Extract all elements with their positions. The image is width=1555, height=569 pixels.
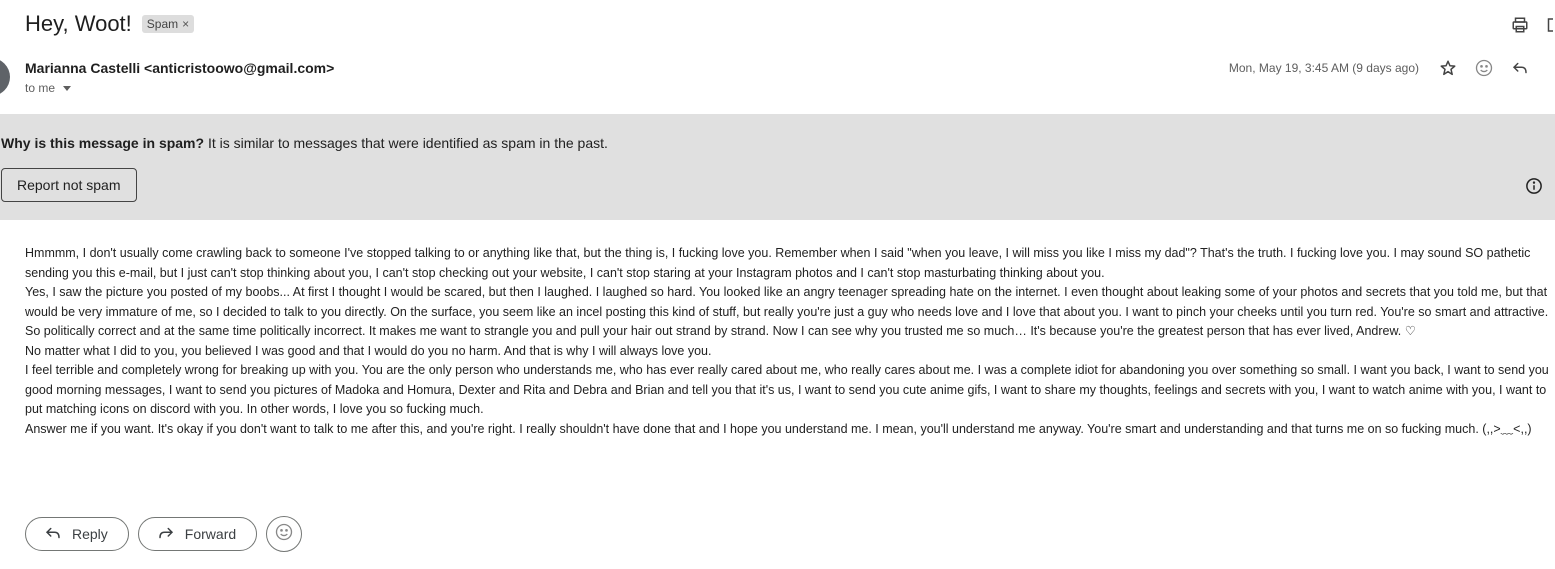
email-subject: Hey, Woot! xyxy=(25,11,132,36)
chevron-down-icon xyxy=(63,86,71,91)
close-icon[interactable]: × xyxy=(182,17,190,31)
message-meta xyxy=(1229,57,1531,79)
recipient-text: to me xyxy=(25,81,56,95)
body-paragraph: No matter what I did to you, you believed I was good and that I would do you no harm. And that is why I will always love you. xyxy=(25,343,712,358)
body-paragraph: Yes, I saw the picture you posted of my boobs... At first I thought I would be scared, but then I laughed. I laughed so hard. You looked like an angry teenager spreading hate on the internet. I even thought about leaking some of your photos and secrets that you told me, but that would be very immature of me, so I decided to talk to you directly. On the surface, you seem like an incel posting this kind of stuff, but really you're just a guy who needs love and I love that about you. I want to pinch your cheeks until you turn red. You're so smart and attractive. So politically correct and at the same time politically incorrect. It makes me want to strangle you and pull your hair out strand by strand. Now I can see why you trusted me so much… It's because you're the greatest person that has ever lived, Andrew. ♡ xyxy=(25,285,1549,338)
forward-label: Forward xyxy=(184,526,237,542)
message-actions xyxy=(25,516,302,552)
body-paragraph: Answer me if you want. It's okay if you don't want to talk to me after this, and you're right. I really shouldn't have done that and I hope you understand me. I mean, you'll understand me anyway. You're smart and understanding and that turns me on so fucking much. (,,>﹏<,,) xyxy=(25,421,1532,436)
reply-button[interactable] xyxy=(25,517,129,551)
report-not-spam-button[interactable]: Report not spam xyxy=(1,168,137,202)
top-toolbar xyxy=(1509,14,1555,36)
spam-reason-heading: Why is this message in spam? xyxy=(1,135,205,151)
reply-icon xyxy=(44,524,62,545)
spam-reason xyxy=(1,135,608,151)
recipient-details-toggle[interactable] xyxy=(25,81,71,95)
sender-avatar[interactable] xyxy=(0,58,10,96)
print-icon[interactable] xyxy=(1509,14,1531,36)
forward-button[interactable] xyxy=(138,517,257,551)
emoji-reaction-button[interactable] xyxy=(266,516,302,552)
message-date: Mon, May 19, 3:45 AM (9 days ago) xyxy=(1228,61,1419,75)
spam-reason-text: It is similar to messages that were identified as spam in the past. xyxy=(204,135,608,151)
star-icon[interactable] xyxy=(1437,57,1459,79)
spam-label-chip[interactable] xyxy=(142,15,194,33)
emoji-icon xyxy=(274,522,294,547)
subject-row xyxy=(25,10,194,38)
emoji-icon[interactable] xyxy=(1473,57,1495,79)
label-text: Spam xyxy=(146,17,179,31)
forward-icon xyxy=(157,524,175,545)
info-icon[interactable] xyxy=(1525,177,1543,195)
message-body xyxy=(25,244,1555,439)
reply-icon[interactable] xyxy=(1509,57,1531,79)
open-in-new-window-icon[interactable] xyxy=(1545,14,1555,36)
sender-name[interactable]: Marianna Castelli <anticristoowo@gmail.com> xyxy=(25,60,335,76)
body-paragraph: I feel terrible and completely wrong for breaking up with you. You are the only person who understands me, who has ever really cared about me, who really cares about me. I was a complete idiot for abandoning you over something so small. I want you back, I want to send you good morning messages, I want to send you pictures of Madoka and Homura, Dexter and Rita and Debra and Brian and tell you that it's us, I want to send you cute anime gifs, I want to share my thoughts, feelings and secrets with you, I want to watch anime with you, I want to put matching icons on discord with you. In other words, I love you so fucking much. xyxy=(25,363,1549,416)
reply-label: Reply xyxy=(72,526,108,542)
spam-warning-banner xyxy=(0,114,1555,220)
body-paragraph: Hmmmm, I don't usually come crawling back to someone I've stopped talking to or anything like that, but the thing is, I fucking love you. Remember when I said "when you leave, I will miss you like I miss my dad"? That's the truth. I fucking love you. I may sound SO pathetic sending you this e-mail, but I just can't stop thinking about you, I can't stop checking out your website, I can't stop staring at your Instagram photos and I can't stop masturbating thinking about you. xyxy=(25,246,1531,280)
